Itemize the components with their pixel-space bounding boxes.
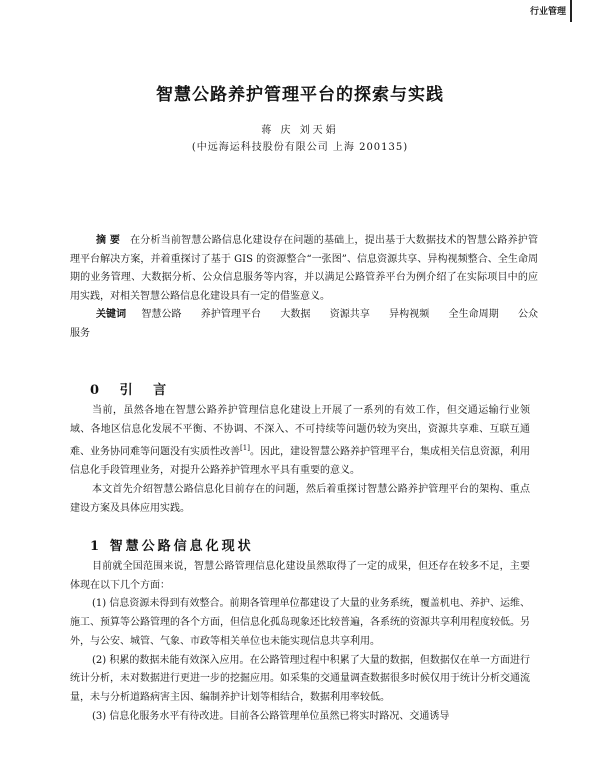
citation-ref: [1] xyxy=(240,444,250,453)
body-paragraph-text: 。因此，建设智慧公路养护管理平台，集成相关信息资源，利用信息化手段管理业务，对提升公路养护管理水平具有重要的意义。 xyxy=(70,446,531,477)
abstract-block xyxy=(70,232,538,343)
abstract-paragraph xyxy=(70,232,538,306)
abstract-text: 在分析当前智慧公路信息化建设存在问题的基础上，提出基于大数据技术的智慧公路养护管理平台解决方案，并着重探讨了基于 GIS 的资源整合“一张图”、信息资源共享、异构视频整合、全生命周期的业务管理、大数据分析、公众信息服务等内容，并以满足公路管养平台为例介绍了在实际项目中的应用实践，对相关智慧公路信息化建设具有一定的借鉴意义。 xyxy=(70,235,539,302)
body-paragraph: (2) 积累的数据未能有效深入应用。在公路管理过程中积累了大量的数据，但数据仅在单一方面进行统计分析，未对数据进行更进一步的挖掘应用。如采集的交通量调查数据很多时候仅用于统计分析交通流量，未与分析道路病害主因、编制养护计划等相结合，数据利用率较低。 xyxy=(70,654,530,703)
status-body xyxy=(70,558,530,726)
body-paragraph: 目前就全国范围来说，智慧公路管理信息化建设虽然取得了一定的成果，但还存在较多不足，主要体现在以下几个方面： xyxy=(70,561,530,591)
body-paragraph xyxy=(70,402,530,481)
abstract-label: 摘 要 xyxy=(96,235,121,246)
keyword: 智慧公路 xyxy=(141,309,182,320)
paper-title: 智慧公路养护管理平台的探索与实践 xyxy=(156,85,444,105)
section-heading-status: 1 智慧公路信息化现状 xyxy=(90,539,254,554)
header-divider xyxy=(570,0,572,22)
keyword: 异构视频 xyxy=(389,309,430,320)
body-paragraph: 本文首先介绍智慧公路信息化目前存在的问题，然后着重探讨智慧公路养护管理平台的架构、重点建设方案及具体应用实践。 xyxy=(70,484,530,514)
body-paragraph-text: 当前，虽然各地在智慧公路养护管理信息化建设上开展了一系列的有效工作，但交通运输行业领域、各地区信息化发展不平衡、不协调、不深入、不可持续等问题仍较为突出，资源共享难、互联互通难、业务协同难等问题没有实质性改善 xyxy=(70,405,530,458)
keywords-label: 关键词 xyxy=(96,309,127,320)
keywords-line xyxy=(70,306,538,343)
paper-affiliation: (中远海运科技股份有限公司 上海 200135) xyxy=(191,142,409,153)
keyword: 全生命周期 xyxy=(448,309,499,320)
section-tag: 行业管理 xyxy=(529,7,566,17)
introduction-body xyxy=(70,402,530,519)
paper-authors: 蒋 庆 刘天娟 xyxy=(261,125,339,136)
keyword: 养护管理平台 xyxy=(200,309,262,320)
body-paragraph: (3) 信息化服务水平有待改进。目前各公路管理单位虽然已将实时路况、交通诱导 xyxy=(92,710,450,722)
keyword: 大数据 xyxy=(280,309,311,320)
keyword: 资源共享 xyxy=(329,309,370,320)
keyword: 公众服务 xyxy=(70,309,539,339)
body-paragraph: (1) 信息资源未得到有效整合。前期各管理单位都建设了大量的业务系统，覆盖机电、养护、运维、施工、预算等公路管理的各个方面，但信息化孤岛现象还比较普遍，各系统的资源共享利用程度较低。另外，与公安、城管、气象、市政等相关单位也未能实现信息共享利用。 xyxy=(70,598,530,647)
section-heading-introduction: 0 引 言 xyxy=(90,383,175,398)
